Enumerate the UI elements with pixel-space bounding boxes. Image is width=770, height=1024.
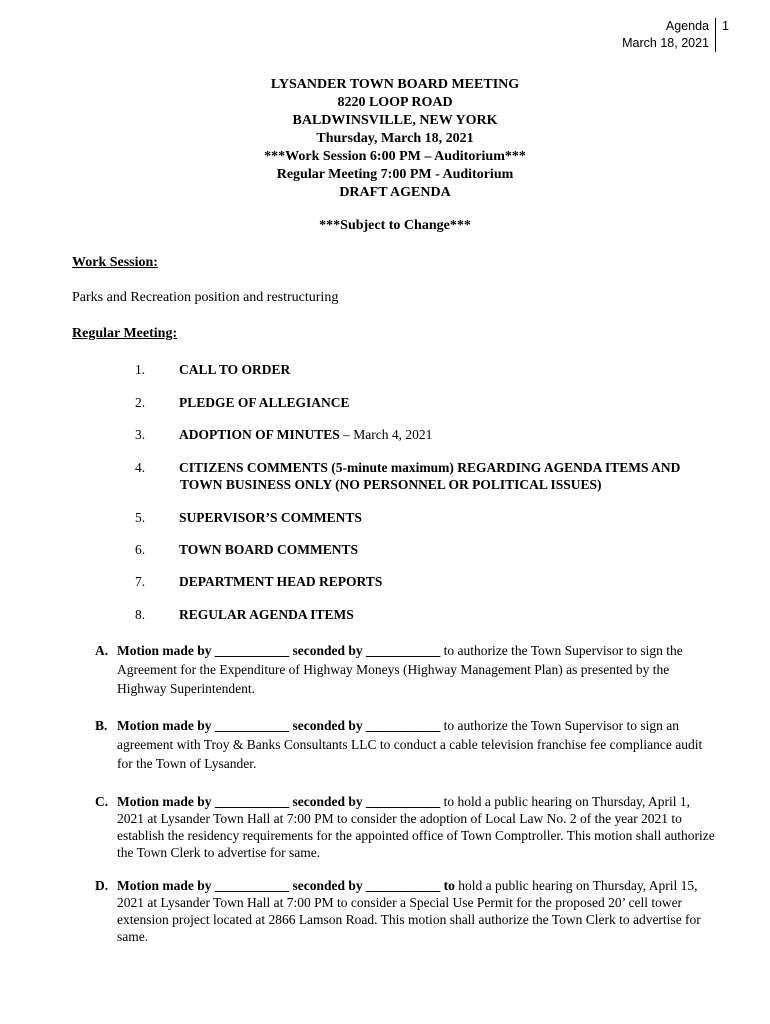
agenda-item-text: CITIZENS COMMENTS (5-minute maximum) REGARDING AGENDA ITEMS AND bbox=[179, 460, 681, 475]
regular-meeting-heading: Regular Meeting: bbox=[72, 326, 178, 341]
work-session-text: Parks and Recreation position and restructuring bbox=[72, 290, 339, 305]
motion-text: to authorize the Town Supervisor to sign an agreement with Troy & Banks Consultants LLC to conduct a cable television franchise fee compliance audit for the Town of Lysander. bbox=[117, 718, 703, 771]
agenda-item bbox=[135, 541, 358, 558]
title-line-4: Thursday, March 18, 2021 bbox=[316, 131, 474, 146]
agenda-item bbox=[135, 394, 350, 411]
motion-item bbox=[95, 716, 720, 773]
agenda-item bbox=[135, 509, 362, 526]
agenda-item-date: – March 4, 2021 bbox=[339, 427, 433, 442]
motion-lead: Motion made by ___________ seconded by ___________ bbox=[117, 643, 441, 658]
agenda-item-text: ADOPTION OF MINUTES bbox=[179, 427, 340, 442]
motion-item bbox=[95, 877, 720, 945]
agenda-item-number: 3. bbox=[135, 427, 146, 442]
motion-item bbox=[95, 793, 720, 861]
motion-text: hold a public hearing on Thursday, April 15, 2021 at Lysander Town Hall at 7:00 PM to consider a Special Use Permit for the proposed 20’ cell tower extension project located at 2866 Lamson Road. This motion shall authorize the Town Clerk to advertise for same. bbox=[117, 878, 701, 944]
agenda-item-number: 8. bbox=[135, 607, 146, 622]
title-line-5: ***Work Session 6:00 PM – Auditorium*** bbox=[264, 149, 526, 164]
agenda-item-text: TOWN BOARD COMMENTS bbox=[179, 542, 359, 557]
agenda-item bbox=[135, 573, 382, 590]
agenda-item-text: DEPARTMENT HEAD REPORTS bbox=[179, 574, 383, 589]
agenda-item bbox=[135, 361, 290, 378]
motion-text: to authorize the Town Supervisor to sign the Agreement for the Expenditure of Highway Moneys (Highway Management Plan) as presented by the Highway Superintendent. bbox=[117, 643, 683, 696]
motion-item bbox=[95, 641, 720, 698]
title-line-1: LYSANDER TOWN BOARD MEETING bbox=[270, 77, 520, 92]
title-line-2: 8220 LOOP ROAD bbox=[337, 95, 453, 110]
agenda-item-number: 4. bbox=[135, 460, 146, 475]
agenda-item-text: PLEDGE OF ALLEGIANCE bbox=[179, 395, 350, 410]
agenda-item-number: 2. bbox=[135, 395, 146, 410]
motion-letter: A. bbox=[95, 643, 109, 658]
agenda-item-text: CALL TO ORDER bbox=[179, 362, 291, 377]
agenda-item-continuation: TOWN BUSINESS ONLY (NO PERSONNEL OR POLITICAL ISSUES) bbox=[180, 477, 602, 492]
title-line-3: BALDWINSVILLE, NEW YORK bbox=[292, 113, 498, 128]
title-line-6: Regular Meeting 7:00 PM - Auditorium bbox=[276, 167, 514, 182]
agenda-item bbox=[135, 426, 432, 443]
meeting-title-block bbox=[0, 76, 770, 202]
subject-to-change-note: ***Subject to Change*** bbox=[319, 218, 471, 233]
page-header bbox=[622, 18, 716, 52]
agenda-item-number: 6. bbox=[135, 542, 146, 557]
motion-letter: C. bbox=[95, 794, 109, 809]
agenda-item-number: 1. bbox=[135, 362, 146, 377]
agenda-item bbox=[135, 606, 354, 623]
work-session-heading: Work Session: bbox=[72, 255, 158, 270]
header-date: March 18, 2021 bbox=[622, 36, 709, 50]
agenda-item-text: SUPERVISOR’S COMMENTS bbox=[179, 510, 362, 525]
motion-text: to hold a public hearing on Thursday, April 1, 2021 at Lysander Town Hall at 7:00 PM to consider the adoption of Local Law No. 2 of the year 2021 to establish the residency requirements for the appointed office of Town Comptroller. This motion shall authorize the Town Clerk to advertise for same. bbox=[117, 794, 715, 860]
motion-letter: D. bbox=[95, 878, 109, 893]
title-line-7: DRAFT AGENDA bbox=[339, 185, 451, 200]
agenda-item-number: 7. bbox=[135, 574, 146, 589]
motion-letter: B. bbox=[95, 718, 108, 733]
motion-lead: Motion made by ___________ seconded by ___________ to bbox=[117, 878, 455, 893]
agenda-item-text: REGULAR AGENDA ITEMS bbox=[179, 607, 354, 622]
agenda-item bbox=[135, 459, 680, 493]
motion-lead: Motion made by ___________ seconded by ___________ bbox=[117, 718, 441, 733]
agenda-item-number: 5. bbox=[135, 510, 146, 525]
page-number: 1 bbox=[722, 19, 729, 33]
header-label: Agenda bbox=[665, 19, 709, 33]
motion-lead: Motion made by ___________ seconded by ___________ bbox=[117, 794, 441, 809]
